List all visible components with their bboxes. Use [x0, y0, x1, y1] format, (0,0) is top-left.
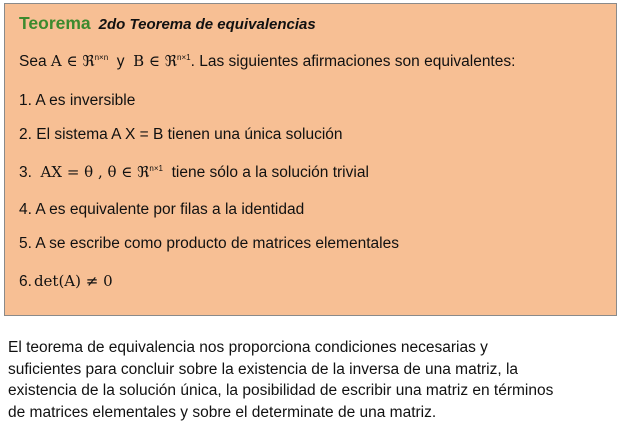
item3-dimension: n×1: [149, 163, 163, 173]
theorem-item-1: 1. A es inversible: [19, 92, 136, 109]
theorem-label: Teorema: [19, 13, 91, 33]
intro-rest: . Las siguientes afirmaciones son equivalentes:: [190, 53, 516, 70]
intro-b-dimension: n×1: [177, 52, 191, 62]
theorem-box: [4, 3, 617, 316]
theorem-item-5: 5. A se escribe como producto de matrices elementales: [19, 235, 399, 252]
intro-a-dimension: n×n: [94, 52, 109, 62]
theorem-item-3: [19, 163, 369, 182]
item3-rest: tiene sólo a la solución trivial: [162, 164, 369, 181]
explanation-paragraph: [8, 337, 608, 423]
item6-number: 6.: [19, 273, 32, 290]
intro-sea: Sea: [19, 53, 51, 70]
theorem-subtitle: 2do Teorema de equivalencias: [98, 16, 316, 33]
paragraph-line: suficientes para concluir sobre la existencia de la inversa de una matriz, la: [8, 360, 519, 378]
intro-b-membership: B ∈ ℜ: [133, 52, 178, 70]
paragraph-line: El teorema de equivalencia nos proporciona condiciones necesarias y: [8, 339, 488, 356]
theorem-item-4: 4. A es equivalente por filas a la identidad: [19, 201, 305, 218]
intro-a-membership: A ∈ ℜ: [50, 52, 95, 70]
item6-equation: det(A) ≠ 0: [33, 272, 113, 290]
theorem-title: [19, 13, 316, 34]
theorem-intro: [19, 52, 515, 71]
theorem-item-6: [19, 272, 113, 291]
paragraph-line: existencia de la solución única, la posibilidad de escribir una matriz en términos: [8, 382, 554, 399]
item3-number: 3.: [19, 164, 41, 181]
intro-conjunction: y: [108, 53, 134, 70]
paragraph-line: de matrices elementales y sobre el determinate de una matriz.: [8, 403, 437, 421]
theorem-item-2: 2. El sistema A X = B tienen una única solución: [19, 126, 343, 143]
item3-equation: AX = θ , θ ∈ ℜ: [40, 163, 150, 181]
